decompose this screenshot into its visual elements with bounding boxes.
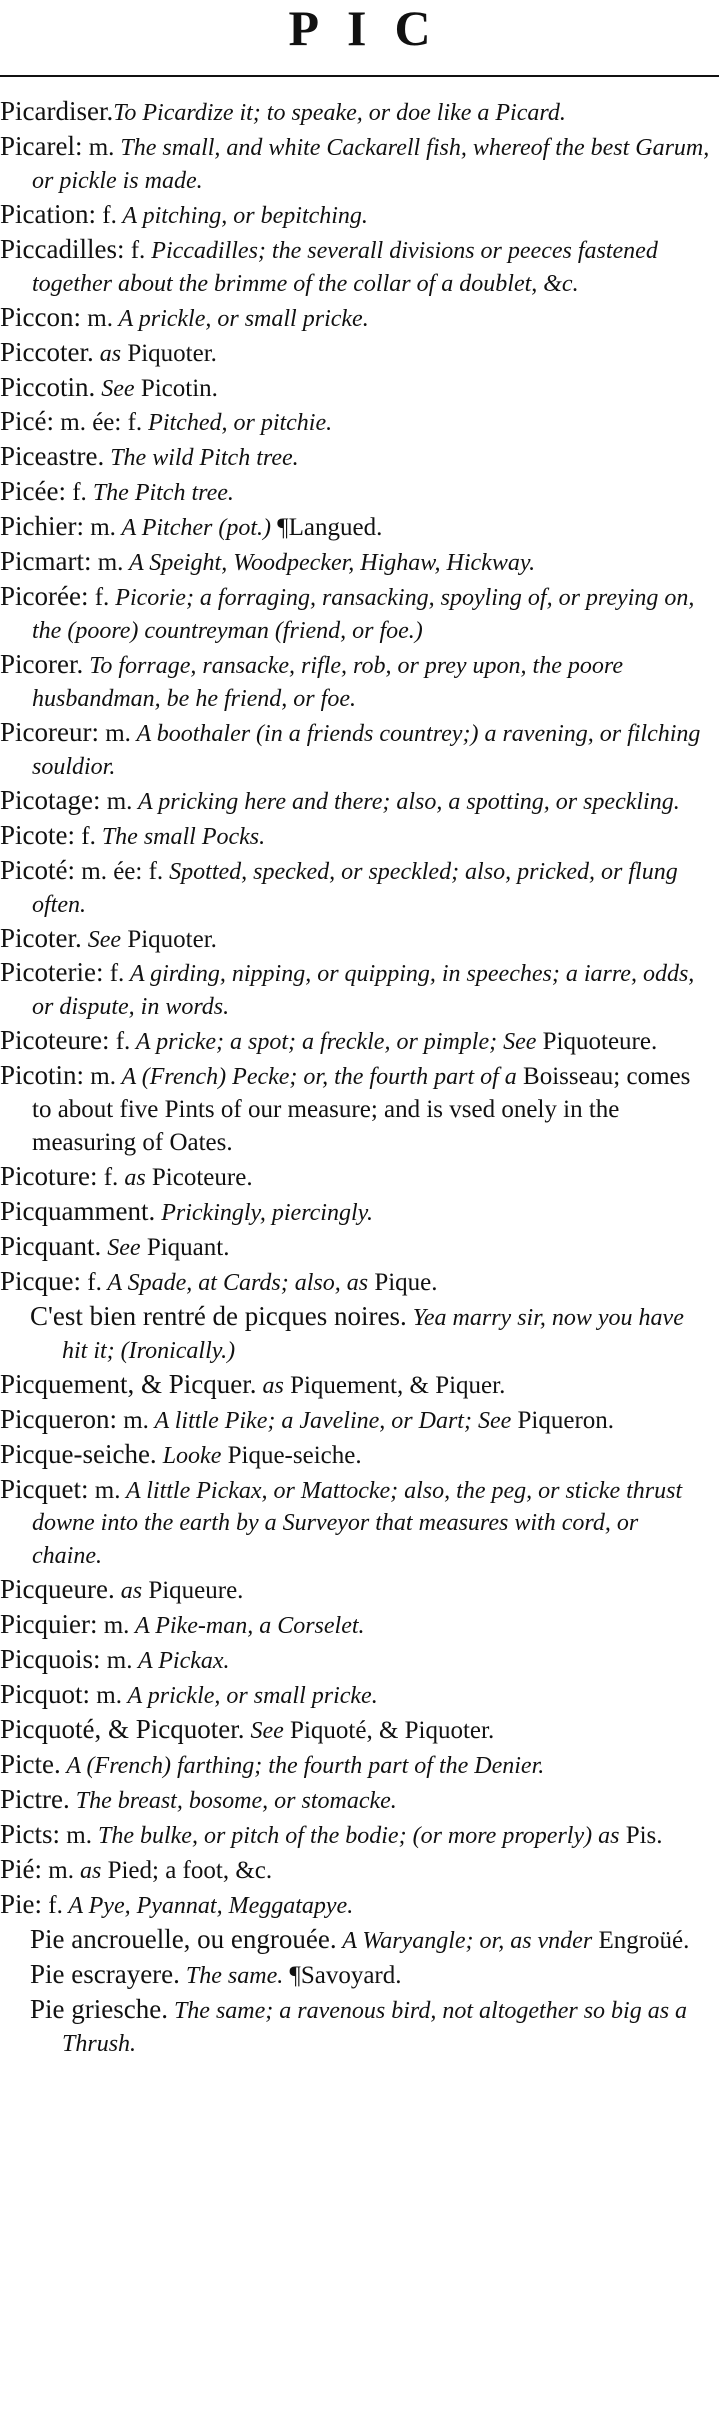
definition: A Speight, Woodpecker, Highaw, Hickway. [123,550,536,577]
headword: Piceastre. [0,441,105,472]
dictionary-entry [0,441,712,474]
definition: as [118,1164,146,1191]
grammar-label: m. [83,514,116,542]
cross-reference: Picotin. [134,374,218,402]
definition: A Waryangle; or, as vnder [336,1927,593,1954]
dictionary-entry [0,546,712,579]
grammar-label: f. [42,1891,63,1919]
grammar-label: f. [103,960,125,988]
grammar-label: f. [109,1028,131,1056]
definition: as [256,1372,284,1399]
dictionary-entry [0,1854,712,1887]
headword: Picquot: [0,1679,91,1710]
subentry [0,1924,712,1957]
subentry [0,1959,712,1992]
definition: A Pike-man, a Corselet. [129,1613,365,1640]
cross-reference: Piquoter. [121,925,217,953]
cross-reference: Pique. [368,1268,438,1296]
dictionary-entry [0,1679,712,1712]
header-rule [0,75,719,77]
dictionary-entry [0,302,712,335]
dictionary-entry [0,511,712,544]
headword: Piccoter. [0,336,94,367]
grammar-label: m. [100,787,133,815]
cross-reference: ¶Langued. [271,514,383,542]
headword: Picoture: [0,1160,98,1191]
definition: Looke [156,1442,222,1469]
definition: A (French) Pecke; or, the fourth part of a [115,1064,517,1091]
definition: A Pickax. [132,1648,230,1675]
dictionary-entry [0,131,712,197]
grammar-label: f. [75,822,96,850]
headword: Picquoté, & Picquoter. [0,1714,245,1745]
cross-reference: Boisseau; comes to about five Pints of our measure; and is vsed onely in the measuring of Oates. [32,1063,691,1156]
grammar-label: m. [42,1856,74,1884]
definition: See [81,926,122,953]
headword: Picoreur: [0,716,99,747]
definition: A pricking here and there; also, a spotting, or speckling. [132,788,680,815]
cross-reference: Piquant. [140,1233,230,1261]
dictionary-entry [0,1574,712,1607]
definition: as [93,340,122,367]
headword: Pie: [0,1888,43,1919]
definition: Picorie; a forraging, ransacking, spoyling of, or preying on, the (poore) countreyman (friend, or foe.) [32,585,695,645]
dictionary-entry [0,337,712,370]
definition: To forrage, ransacke, rifle, rob, or prey upon, the poore husbandman, be he friend, or foe. [32,653,623,712]
definition: Spotted, specked, or speckled; also, pricked, or flung often. [32,858,678,918]
running-head: PIC [288,0,459,56]
headword: Picote: [0,819,75,850]
dictionary-entry [0,1196,712,1229]
cross-reference: Engroüé. [592,1926,690,1954]
entry-list [0,96,712,2062]
dictionary-entry [0,785,712,818]
dictionary-entry [0,1749,712,1782]
definition: See [101,1234,141,1261]
definition: A prickle, or small pricke. [112,305,369,332]
headword: Picque: [0,1265,81,1296]
headword: Picotin: [0,1060,85,1091]
grammar-label: m. [100,1647,133,1675]
dictionary-entry [0,923,712,956]
cross-reference: Pied; a foot, &c. [101,1856,273,1884]
grammar-label: m. [91,549,124,577]
definition: as [114,1578,143,1605]
cross-reference: Piquoteure. [536,1028,658,1056]
headword: Picqueure. [0,1574,115,1605]
dictionary-entry [0,649,712,715]
headword: Picorer. [0,649,84,680]
grammar-label: m. [88,1476,121,1504]
headword: Pictre. [0,1783,70,1814]
headword: Piccadilles: [0,233,125,264]
grammar-label: m. [98,719,131,747]
definition: See [95,375,135,402]
definition: Piccadilles; the severall divisions or peeces fastened together about the brimme of the collar of a doublet, &c. [32,237,658,297]
definition: Yea marry sir, now you have hit it; (Ironically.) [62,1304,684,1364]
definition: A boothaler (in a friends countrey;) a ravening, or filching souldior. [32,720,701,780]
definition: The small Pocks. [95,823,266,850]
headword: C'est bien rentré de picques noires. [30,1300,407,1331]
dictionary-entry [0,96,712,129]
definition: Prickingly, piercingly. [155,1199,373,1226]
cross-reference: Picoteure. [145,1163,253,1191]
dictionary-entry [0,1439,712,1472]
definition: See [244,1718,284,1745]
cross-reference: Piquement, & Piquer. [283,1371,506,1399]
headword: Picorée: [0,581,89,612]
headword: Piccotin. [0,371,96,402]
headword: Picoteure: [0,1025,110,1056]
headword: Picoter. [0,922,82,953]
definition: A Pye, Pyannat, Meggatapye. [62,1892,354,1919]
grammar-label: f. [65,479,87,507]
grammar-label: m. [90,1682,122,1710]
definition: A Pitcher (pot.) [115,515,272,542]
definition: The bulke, or pitch of the bodie; (or more properly) as [91,1822,620,1849]
definition: A pricke; a spot; a freckle, or pimple; See [130,1029,537,1056]
headword: Picque-seiche. [0,1438,157,1469]
definition: A (French) farthing; the fourth part of the Denier. [60,1753,545,1779]
dictionary-entry [0,855,712,921]
headword: Pication: [0,198,96,229]
cross-reference: Piquoter. [121,339,217,367]
grammar-label: m. ée: f. [75,857,164,885]
definition: The Pitch tree. [86,480,234,507]
dictionary-entry [0,476,712,509]
headword: Picardiser. [0,96,114,126]
page-header [0,0,719,60]
definition: The wild Pitch tree. [104,445,299,472]
headword: Picts: [0,1818,61,1849]
grammar-label: m. [81,304,113,332]
headword: Picquois: [0,1644,101,1675]
dictionary-entry [0,1025,712,1058]
definition: The same. [179,1962,284,1989]
dictionary-entry [0,1369,712,1402]
dictionary-entry [0,372,712,405]
dictionary-entry [0,1161,712,1194]
grammar-label: f. [96,201,117,229]
grammar-label: m. [82,133,115,161]
definition: To Picardize it; to speake, or doe like a Picard. [113,100,566,126]
grammar-label: f. [81,1268,102,1296]
headword: Pie escrayere. [30,1958,180,1989]
headword: Picarel: [0,130,83,161]
definition: A little Pike; a Javeline, or Dart; See [148,1407,512,1434]
cross-reference: Piquoté, & Piquoter. [283,1717,495,1745]
headword: Picquet: [0,1473,89,1504]
dictionary-entry [0,717,712,783]
definition: A Spade, at Cards; also, as [101,1269,369,1296]
cross-reference: Pique-seiche. [221,1441,362,1469]
grammar-label: f. [124,236,146,264]
dictionary-entry [0,234,712,300]
dictionary-entry [0,1266,712,1299]
cross-reference: Pis. [619,1821,663,1849]
dictionary-entry [0,1609,712,1642]
grammar-label: m. ée: f. [54,409,143,437]
headword: Picé: [0,406,54,437]
dictionary-entry [0,957,712,1023]
headword: Picte. [0,1749,61,1779]
definition: as [73,1857,102,1884]
grammar-label: m. [116,1406,149,1434]
dictionary-entry [0,581,712,647]
definition: The same; a ravenous bird, not altogether so big as a Thrush. [62,1997,688,2057]
dictionary-entry [0,1714,712,1747]
definition: A prickle, or small pricke. [121,1683,378,1710]
subentry [0,1994,712,2060]
cross-reference: Piqueure. [142,1577,244,1605]
dictionary-entry [0,1060,712,1158]
headword: Piccon: [0,301,81,332]
dictionary-entry [0,199,712,232]
headword: Picquant. [0,1230,102,1261]
headword: Picquier: [0,1609,98,1640]
dictionary-entry [0,1474,712,1572]
dictionary-entry [0,1231,712,1264]
definition: The small, and white Cackarell fish, whereof the best Garum, or pickle is made. [32,134,710,194]
headword: Picquamment. [0,1195,156,1226]
definition: A little Pickax, or Mattocke; also, the peg, or sticke thrust downe into the earth by a Surveyor that measures with cord, or chaine. [32,1477,683,1570]
dictionary-entry [0,1404,712,1437]
dictionary-entry [0,1644,712,1677]
headword: Pie griesche. [30,1993,168,2024]
headword: Pichier: [0,511,84,542]
grammar-label: f. [97,1163,119,1191]
dictionary-entry [0,1889,712,1922]
headword: Picoterie: [0,957,104,988]
headword: Picmart: [0,546,92,577]
dictionary-entry [0,1784,712,1817]
definition: A girding, nipping, or quipping, in speeches; a iarre, odds, or dispute, in words. [32,961,695,1021]
cross-reference: Piqueron. [511,1406,615,1434]
headword: Picquement, & Picquer. [0,1368,257,1399]
definition: The breast, bosome, or stomacke. [69,1787,397,1814]
headword: Picée: [0,476,66,507]
grammar-label: f. [88,584,110,612]
grammar-label: m. [97,1612,130,1640]
dictionary-entry [0,820,712,853]
cross-reference: ¶Savoyard. [283,1961,402,1989]
subentry [0,1301,712,1367]
headword: Picoté: [0,854,75,885]
dictionary-entry [0,1819,712,1852]
headword: Pié: [0,1853,43,1884]
headword: Picotage: [0,784,101,815]
dictionary-entry [0,406,712,439]
definition: A pitching, or bepitching. [116,202,368,229]
grammar-label: m. [84,1063,116,1091]
headword: Pie ancrouelle, ou engrouée. [30,1923,337,1954]
headword: Picqueron: [0,1403,117,1434]
grammar-label: m. [60,1821,92,1849]
definition: Pitched, or pitchie. [142,410,333,437]
